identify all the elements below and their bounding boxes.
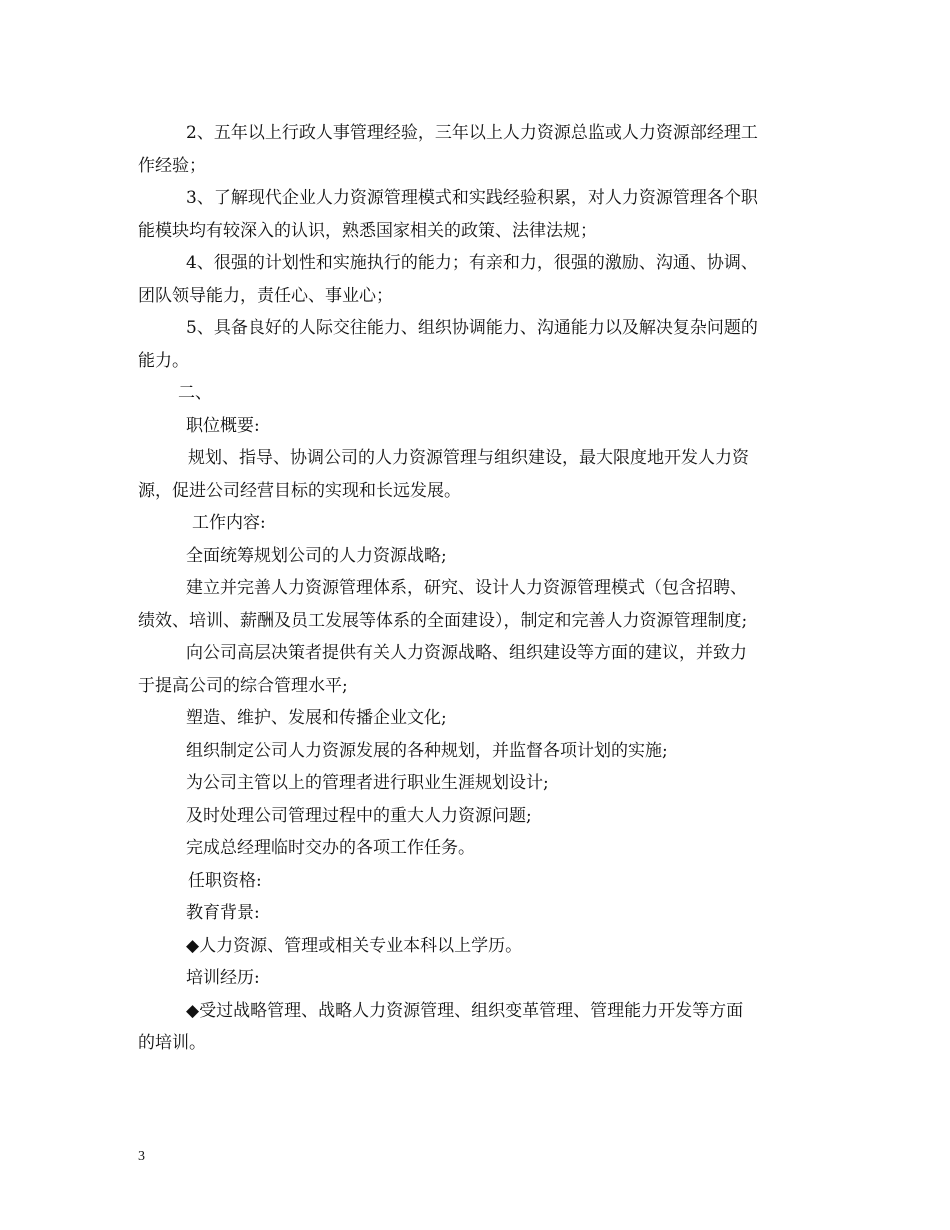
- paragraph-line: 于提高公司的综合管理水平;: [138, 675, 348, 696]
- paragraph-line: 4、很强的计划性和实施执行的能力；有亲和力，很强的激励、沟通、协调、: [186, 253, 758, 273]
- list-item: 为公司主管以上的管理者进行职业生涯规划设计;: [186, 773, 549, 793]
- paragraph-line: 3、了解现代企业人力资源管理模式和实践经验积累，对人力资源管理各个职: [186, 188, 758, 208]
- paragraph-line: 的培训。: [138, 1033, 206, 1053]
- paragraph-line: 源，促进公司经营目标的实现和长远发展。: [138, 480, 461, 501]
- subsection-heading: 培训经历:: [186, 968, 260, 988]
- paragraph-line: 团队领导能力，责任心、事业心；: [138, 285, 393, 306]
- list-item: 组织制定公司人力资源发展的各种规划，并监督各项计划的实施;: [186, 740, 668, 761]
- subsection-heading: 教育背景:: [186, 903, 260, 923]
- list-item: 完成总经理临时交办的各项工作任务。: [186, 838, 475, 858]
- paragraph-line: 能力。: [138, 350, 189, 371]
- subsection-heading: 职位概要:: [186, 415, 260, 436]
- document-body: [138, 117, 818, 1060]
- paragraph-line: 绩效、培训、薪酬及员工发展等体系的全面建设），制定和完善人力资源管理制度;: [138, 610, 748, 631]
- paragraph-line: 2、五年以上行政人事管理经验，三年以上人力资源总监或人力资源部经理工: [186, 123, 758, 143]
- paragraph-line: 作经验；: [138, 155, 206, 176]
- bullet-item: ◆人力资源、管理或相关专业本科以上学历。: [186, 935, 523, 956]
- list-item: 塑造、维护、发展和传播企业文化;: [186, 708, 447, 728]
- section-heading: 二、: [178, 383, 212, 403]
- paragraph-line: 规划、指导、协调公司的人力资源管理与组织建设，最大限度地开发人力资: [188, 448, 749, 468]
- paragraph-line: 能模块均有较深入的认识，熟悉国家相关的政策、法律法规；: [138, 220, 597, 241]
- subsection-heading: 任职资格:: [188, 870, 262, 891]
- paragraph-line: 5、具备良好的人际交往能力、组织协调能力、沟通能力以及解决复杂问题的: [186, 318, 758, 338]
- bullet-item: ◆受过战略管理、战略人力资源管理、组织变革管理、管理能力开发等方面: [186, 1000, 744, 1021]
- list-item: 及时处理公司管理过程中的重大人力资源问题;: [186, 805, 532, 826]
- list-item: 建立并完善人力资源管理体系，研究、设计人力资源管理模式（包含招聘、: [186, 578, 747, 598]
- list-item: 向公司高层决策者提供有关人力资源战略、组织建设等方面的建议，并致力: [186, 643, 747, 663]
- page-number: 3: [138, 1149, 145, 1164]
- list-item: 全面统筹规划公司的人力资源战略;: [186, 545, 447, 566]
- subsection-heading: 工作内容:: [192, 513, 266, 533]
